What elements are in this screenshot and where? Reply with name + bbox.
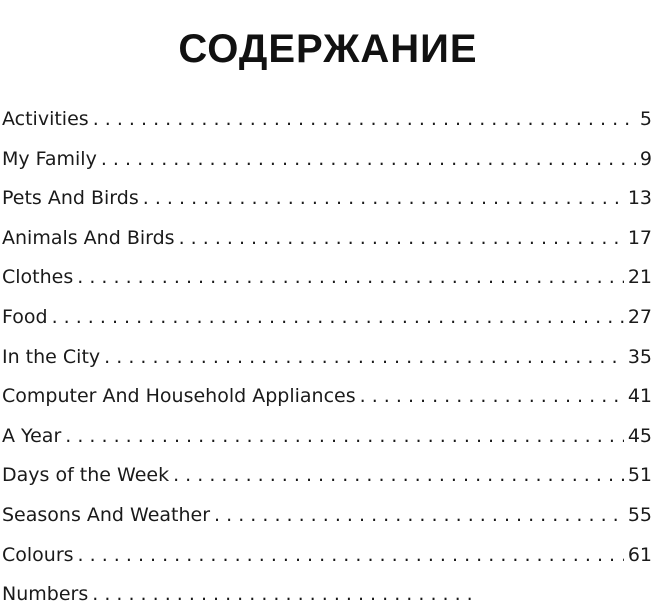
toc-leader-dots (214, 504, 624, 526)
toc-leader-dots (173, 464, 624, 486)
toc-entry-page: 35 (627, 345, 652, 368)
toc-entry-label: Activities (2, 108, 89, 130)
toc-entry-page: 41 (627, 385, 652, 408)
toc-entry-page: 5 (639, 108, 652, 130)
toc-leader-dots (179, 227, 624, 249)
toc-leader-dots (360, 385, 624, 407)
toc-leader-dots (101, 148, 636, 170)
toc-entry-label: Pets And Birds (2, 187, 139, 210)
table-of-contents (2, 108, 652, 616)
toc-entry-label: Computer And Household Appliances (2, 385, 356, 408)
toc-entry-label: Clothes (2, 266, 74, 289)
toc-entry-seasons-and-weather (2, 504, 652, 544)
toc-leader-dots (77, 266, 624, 288)
toc-entry-label: Numbers (2, 583, 89, 606)
toc-entry-label: In the City (2, 345, 101, 368)
toc-entry-label: Colours (2, 543, 74, 566)
toc-leader-dots (143, 187, 624, 209)
toc-entry-page: 21 (627, 266, 652, 289)
toc-entry-food (2, 306, 652, 346)
toc-entry-animals-and-birds (2, 227, 652, 267)
toc-entry-label: Animals And Birds (2, 226, 175, 249)
toc-entry-numbers (2, 583, 652, 616)
toc-leader-dots (93, 108, 636, 130)
toc-leader-dots (78, 544, 624, 566)
toc-entry-page: 55 (627, 503, 652, 526)
toc-leader-dots (52, 306, 624, 328)
toc-entry-clothes (2, 266, 652, 306)
page-title: СОДЕРЖАНИЕ (178, 26, 478, 71)
toc-entry-label: Days of the Week (2, 464, 170, 487)
toc-entry-days-of-the-week (2, 464, 652, 504)
toc-leader-dots (92, 583, 474, 605)
toc-entry-label: Food (2, 305, 48, 328)
toc-entry-page: 13 (627, 187, 652, 210)
toc-entry-page: 9 (639, 147, 652, 170)
toc-entry-computer-and-household-appliances (2, 385, 652, 425)
toc-entry-page: 51 (627, 464, 652, 487)
toc-entry-activities (2, 108, 652, 148)
toc-entry-my-family (2, 148, 652, 188)
toc-entry-page: 61 (627, 543, 652, 566)
toc-entry-label: My Family (2, 147, 97, 170)
toc-leader-dots (65, 425, 624, 447)
toc-entry-a-year (2, 425, 652, 465)
toc-entry-page: 45 (627, 424, 652, 447)
toc-entry-label: Seasons And Weather (2, 503, 211, 526)
toc-entry-pets-and-birds (2, 187, 652, 227)
toc-entry-label: A Year (2, 424, 62, 447)
toc-entry-colours (2, 544, 652, 584)
toc-leader-dots (104, 346, 624, 368)
toc-entry-in-the-city (2, 346, 652, 386)
toc-entry-page: 27 (627, 305, 652, 328)
toc-entry-page: 17 (627, 226, 652, 249)
